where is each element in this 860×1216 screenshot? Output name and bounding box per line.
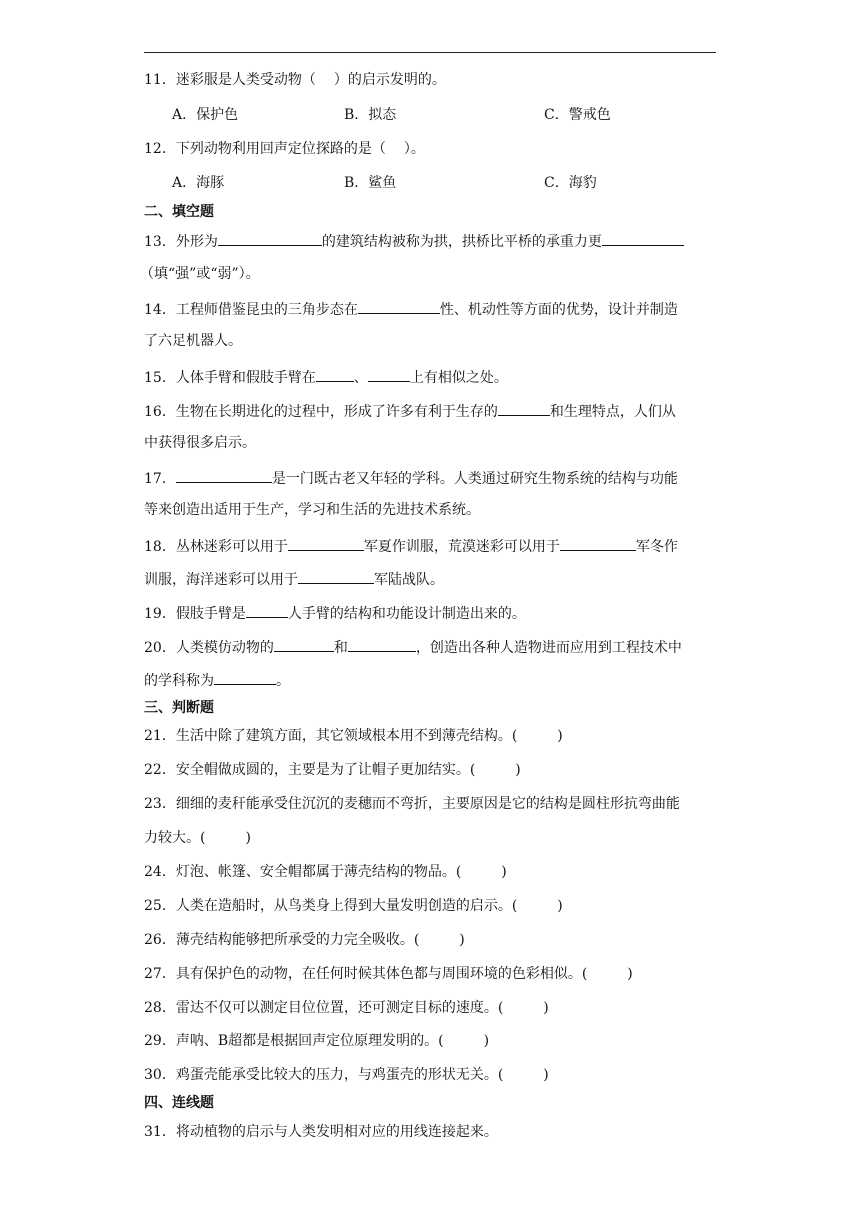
answer-blank[interactable] xyxy=(498,400,550,416)
question-21: 21．生活中除了建筑方面，其它领域根本用不到薄壳结构。( ) xyxy=(144,728,563,744)
question-30: 30．鸡蛋壳能承受比较大的压力，与鸡蛋壳的形状无关。( ) xyxy=(144,1067,549,1083)
section-heading: 二、填空题 xyxy=(144,204,214,220)
question-number: 15． xyxy=(144,370,176,386)
section-heading: 三、判断题 xyxy=(144,700,214,716)
question-number: 23． xyxy=(144,796,176,812)
question-23: 23．细细的麦秆能承受住沉沉的麦穗而不弯折，主要原因是它的结构是圆柱形抗弯曲能 xyxy=(144,796,680,812)
question-24: 24．灯泡、帐篷、安全帽都属于薄壳结构的物品。( ) xyxy=(144,864,507,880)
option-c: C．警戒色 xyxy=(544,107,611,123)
answer-blank[interactable] xyxy=(298,568,374,584)
answer-blank[interactable] xyxy=(176,467,272,483)
answer-blank[interactable] xyxy=(218,230,322,246)
answer-blank[interactable] xyxy=(316,366,354,382)
question-31: 31．将动植物的启示与人类发明相对应的用线连接起来。 xyxy=(144,1124,498,1140)
answer-blank[interactable] xyxy=(560,535,636,551)
question-number: 25． xyxy=(144,898,176,914)
question-17-cont: 等来创造出适用于生产，学习和生活的先进技术系统。 xyxy=(144,502,480,518)
question-25: 25．人类在造船时，从鸟类身上得到大量发明创造的启示。( ) xyxy=(144,898,563,914)
question-text: ）。 xyxy=(403,141,425,157)
option-c: C．海豹 xyxy=(544,175,597,191)
answer-blank[interactable] xyxy=(348,636,416,652)
option-b: B．鲨鱼 xyxy=(344,175,397,191)
question-16-cont: 中获得很多启示。 xyxy=(144,435,256,451)
answer-blank[interactable] xyxy=(214,669,276,685)
option-a: A．保护色 xyxy=(172,107,239,123)
question-20: 20．人类模仿动物的 和 ，创造出各种人造物进而应用到工程技术中 xyxy=(144,636,682,658)
question-number: 11． xyxy=(144,72,176,88)
question-number: 30． xyxy=(144,1067,176,1083)
question-26: 26．薄壳结构能够把所承受的力完全吸收。( ) xyxy=(144,932,465,948)
answer-blank[interactable] xyxy=(602,230,684,246)
answer-blank[interactable] xyxy=(368,366,410,382)
question-number: 20． xyxy=(144,640,176,656)
question-number: 28． xyxy=(144,1000,176,1016)
question-14-cont: 了六足机器人。 xyxy=(144,333,242,349)
question-number: 24． xyxy=(144,864,176,880)
question-text: ）的启示发明的。 xyxy=(333,72,446,88)
question-23-cont: 力较大。( ) xyxy=(144,830,251,846)
question-13-cont: （填“强”或“弱”）。 xyxy=(140,266,260,282)
question-number: 21． xyxy=(144,728,176,744)
question-14: 14．工程师借鉴昆虫的三角步态在 性、机动性等方面的优势，设计并制造 xyxy=(144,298,678,320)
question-number: 18． xyxy=(144,539,176,555)
question-number: 16． xyxy=(144,404,176,420)
answer-blank[interactable] xyxy=(358,298,440,314)
question-20-cont: 的学科称为 。 xyxy=(144,669,290,691)
question-number: 27． xyxy=(144,966,176,982)
question-19: 19．假肢手臂是 人手臂的结构和功能设计制造出来的。 xyxy=(144,602,526,624)
question-number: 19． xyxy=(144,606,176,622)
question-number: 17． xyxy=(144,471,176,487)
option-a: A．海豚 xyxy=(172,175,225,191)
question-number: 31． xyxy=(144,1124,176,1140)
question-22: 22．安全帽做成圆的，主要是为了让帽子更加结实。( ) xyxy=(144,762,521,778)
question-11 xyxy=(144,70,446,90)
question-number: 26． xyxy=(144,932,176,948)
question-text: 下列动物利用回声定位探路的是（ xyxy=(175,141,386,157)
top-rule xyxy=(144,52,716,53)
question-text: 迷彩服是人类受动物（ xyxy=(175,72,316,88)
question-number: 29． xyxy=(144,1033,176,1049)
question-13: 13．外形为 的建筑结构被称为拱，拱桥比平桥的承重力更 xyxy=(144,230,684,252)
question-16: 16．生物在长期进化的过程中，形成了许多有利于生存的 和生理特点，人们从 xyxy=(144,400,676,422)
answer-blank[interactable] xyxy=(246,602,288,618)
question-17: 17． 是一门既古老又年轻的学科。人类通过研究生物系统的结构与功能 xyxy=(144,467,678,489)
question-27: 27．具有保护色的动物，在任何时候其体色都与周围环境的色彩相似。( ) xyxy=(144,966,633,982)
question-number: 12． xyxy=(144,141,176,157)
answer-blank[interactable] xyxy=(274,636,334,652)
option-b: B．拟态 xyxy=(344,107,397,123)
question-18-cont: 训服，海洋迷彩可以用于 军陆战队。 xyxy=(144,568,444,590)
question-12 xyxy=(144,139,425,159)
question-number: 14． xyxy=(144,302,176,318)
question-number: 22． xyxy=(144,762,176,778)
question-15: 15．人体手臂和假肢手臂在 、 上有相似之处。 xyxy=(144,366,508,388)
question-number: 13． xyxy=(144,234,176,250)
section-heading: 四、连线题 xyxy=(144,1095,214,1111)
question-29: 29．声呐、B超都是根据回声定位原理发明的。( ) xyxy=(144,1033,490,1049)
question-28: 28．雷达不仅可以测定目位位置，还可测定目标的速度。( ) xyxy=(144,1000,549,1016)
question-18: 18．丛林迷彩可以用于 军夏作训服，荒漠迷彩可以用于 军冬作 xyxy=(144,535,678,557)
answer-blank[interactable] xyxy=(288,535,364,551)
